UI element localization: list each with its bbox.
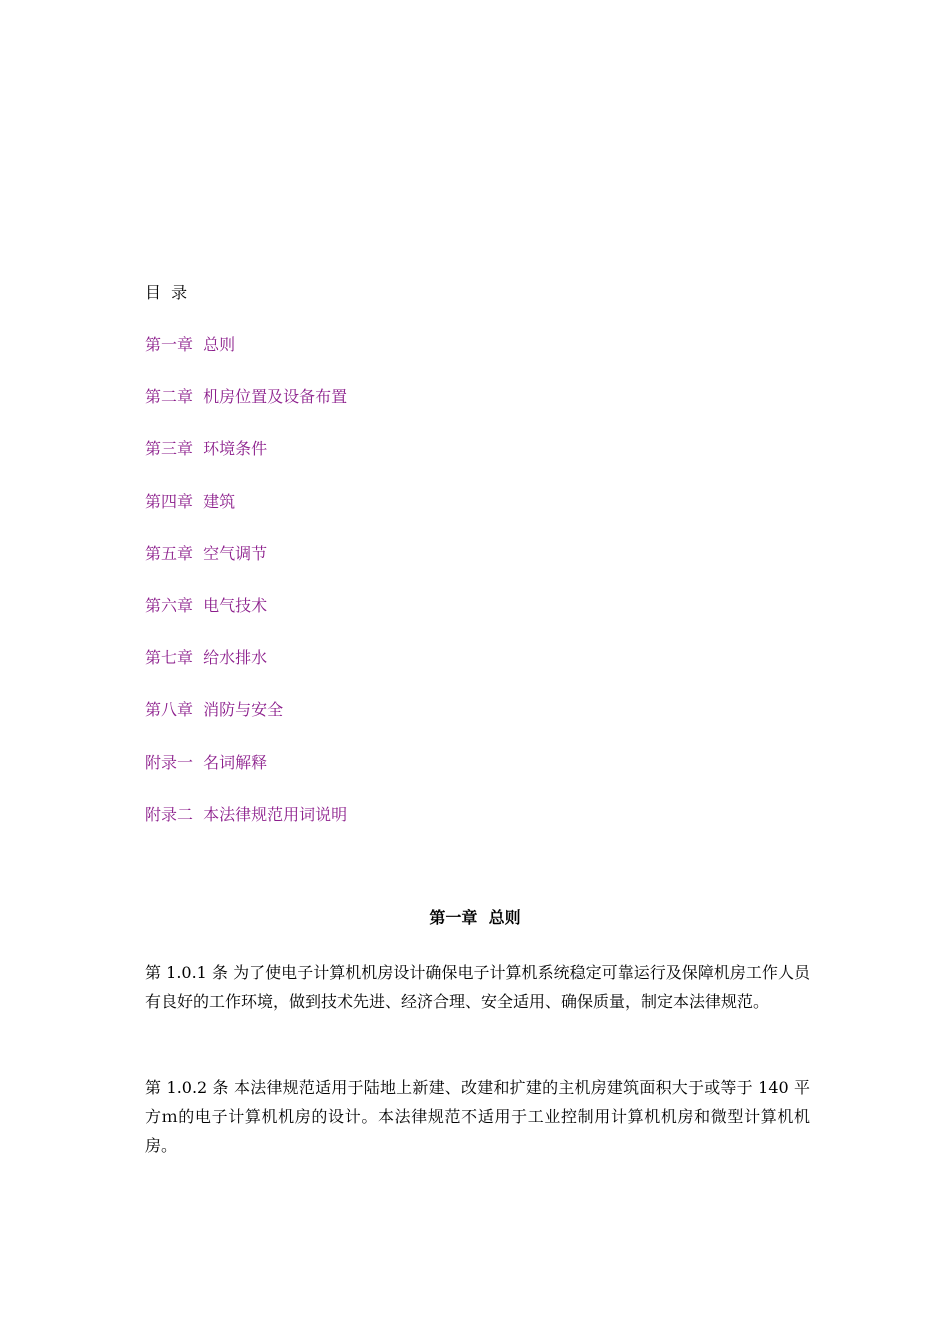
table-of-contents bbox=[145, 334, 347, 856]
article-paragraph: 第 1.0.2 条 本法律规范适用于陆地上新建、改建和扩建的主机房建筑面积大于或等于 140 平方ｍ的电子计算机机房的设计。本法律规范不适用于工业控制用计算机机房和微型计算机机房。 bbox=[145, 1078, 810, 1155]
chapter-heading: 第一章 总则 bbox=[429, 908, 521, 927]
toc-item-chapter-3[interactable]: 第三章 环境条件 bbox=[145, 439, 268, 459]
toc-item-appendix-2[interactable]: 附录二 本法律规范用词说明 bbox=[145, 804, 348, 824]
article-paragraph: 第 1.0.1 条 为了使电子计算机机房设计确保电子计算机系统稳定可靠运行及保障机房工作人员有良好的工作环境，做到技术先进、经济合理、安全适用、确保质量，制定本法律规范。 bbox=[145, 963, 810, 1011]
toc-item-chapter-5[interactable]: 第五章 空气调节 bbox=[145, 543, 268, 563]
toc-item-appendix-1[interactable]: 附录一 名词解释 bbox=[145, 752, 268, 772]
toc-item-chapter-1[interactable]: 第一章 总则 bbox=[145, 335, 236, 354]
toc-title: 目 录 bbox=[145, 283, 188, 302]
toc-item-chapter-4[interactable]: 第四章 建筑 bbox=[145, 491, 236, 511]
toc-item-chapter-7[interactable]: 第七章 给水排水 bbox=[145, 648, 268, 668]
toc-item-chapter-2[interactable]: 第二章 机房位置及设备布置 bbox=[145, 387, 348, 407]
toc-item-chapter-8[interactable]: 第八章 消防与安全 bbox=[145, 700, 284, 720]
toc-item-chapter-6[interactable]: 第六章 电气技术 bbox=[145, 595, 268, 615]
